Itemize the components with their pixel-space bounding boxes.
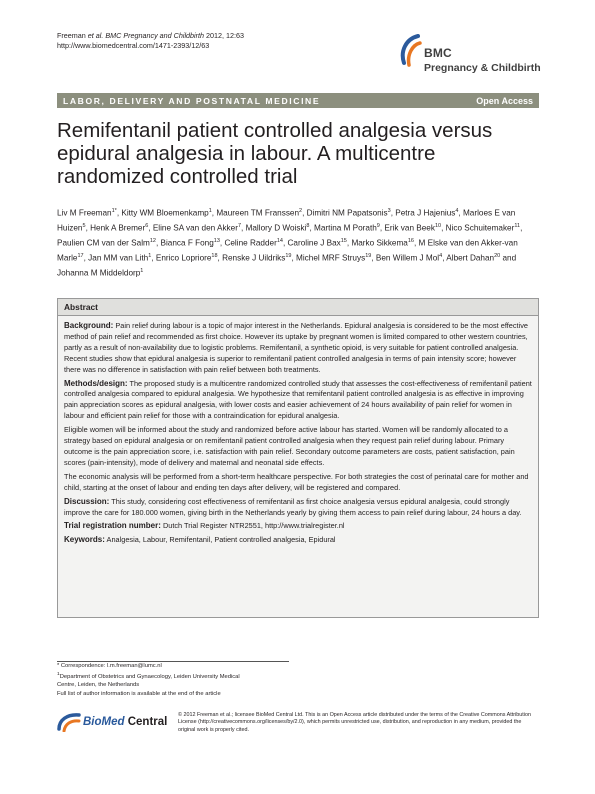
- section-banner: [57, 93, 539, 108]
- logo-journal-text: Pregnancy & Childbirth: [424, 62, 541, 74]
- author-affiliation-sup: 16: [407, 237, 414, 244]
- abstract-body: [58, 316, 538, 546]
- author-affiliation-sup: 1: [148, 252, 152, 259]
- biomed-central-text: [83, 716, 167, 728]
- section-label: LABOR, DELIVERY AND POSTNATAL MEDICINE: [63, 95, 321, 106]
- abstract-section-text: Eligible women will be informed about the study and randomized before active labour has started. Women will be randomly allocated to a strategy based on epidural analgesia or on remifentanil patient controlled analgesia when they request pain relief during labour. Primary outcome is the pain appreciation score, i.e. satisfaction with pain relief. Secondary outcome parameters are costs, patient satisfaction, pain scores (pain-intensity), mode of delivery and maternal and neonatal side effects.: [64, 425, 515, 467]
- biomed-central-logo: [57, 712, 172, 734]
- correspondence-note[interactable]: * Correspondence: l.m.freeman@lumc.nl: [57, 663, 162, 669]
- author-name: Marko Sikkema: [351, 238, 408, 248]
- citation-volume: 2012, 12:63: [204, 31, 244, 40]
- abstract-section-label: Methods/design:: [64, 378, 128, 388]
- author-affiliation-sup: 7: [237, 222, 241, 229]
- abstract-section-text: The economic analysis will be performed from a short-term healthcare perspective. For both strategies the cost of perinatal care for mother and child, starting at the onset of labour and ending ten days after delivery, will be registered and compared.: [64, 471, 529, 492]
- author-name: Renske J Uildriks: [222, 253, 286, 263]
- author-affiliation-sup: 3: [387, 208, 391, 214]
- bmc-swirl-icon: [400, 33, 422, 67]
- citation-journal: et al. BMC Pregnancy and Childbirth: [87, 31, 205, 40]
- citation-line: [57, 31, 244, 41]
- logo-bmc-text: BMC: [424, 46, 452, 60]
- abstract-paragraph: [64, 321, 532, 376]
- author-name: Ben Willem J Mol: [375, 253, 440, 263]
- abstract-paragraph: [64, 521, 532, 532]
- author-affiliation-sup: 10: [434, 222, 442, 229]
- author-name: Dimitri NM Papatsonis: [306, 208, 388, 218]
- author-name: Martina M Porath: [314, 223, 377, 233]
- abstract-section-text: Pain relief during labour is a topic of major interest in the Netherlands. Epidural analgesia is considered to be the most effective method of pain relief and recommended as first choice. However its uptake by pregnant women is limited compared to other western countries, partly as a result of non-availability due to logistic problems. Remifentanil, a synthetic opioid, is very suitable for patient controlled analgesia. Recent studies show that epidural analgesia is superior to remifentanil patient controlled analgesia in terms of pain intensity score; however there was no difference in satisfaction with pain relief between both treatments.: [64, 321, 528, 374]
- abstract-section-text: The proposed study is a multicentre randomized controlled study that assesses the cost-effectiveness of remifentanil patient controlled analgesia compared to epidural analgesia. We hypothesize that remifentanil patient controlled analgesia is as effective in improving pain appreciation scores as epidural analgesia, with lower costs and easier achievement of 24 hours availability of pain relief for women in labour and efficient pain relief for those with a contraindication for epidural analgesia.: [64, 378, 532, 421]
- author-name: Petra J Hajenius: [395, 208, 456, 218]
- author-list: Liv M Freeman$^{1*}$, Kitty WM Bloemenkamp$^1$, Maureen TM Franssen$^2$, Dimitri NM Papatsonis$^3$, Petra J Hajenius$^4$, Marloes E van Huizen$^5$, Henk A Bremer$^6$, Eline SA van den Akker$^7$, Mallory D Woiski$^8$, Martina M Porath$^9$, Erik van Beek$^{10}$, Nico Schuitemaker$^{11}$, Paulien CM van der Salm$^{12}$, Bianca F Fong$^{13}$, Celine Radder$^{14}$, Caroline J Bax$^{15}$, Marko Sikkema$^{16}$, M Elske van den Akker-van Marle$^{17}$, Jan MM van Lith$^1$, Enrico Lopriore$^{18}$, Renske J Uildriks$^{19}$, Michel MRF Struys$^{19}$, Ben Willem J Mol$^4$, Albert Dahan$^{20}$ and Johanna M Middeldorp$^1$: [57, 208, 523, 278]
- author-affiliation-sup: 13: [213, 237, 220, 244]
- author-name: Henk A Bremer: [90, 223, 146, 233]
- author-name: Paulien CM van der Salm: [57, 238, 150, 248]
- author-name: Kitty WM Bloemenkamp: [121, 208, 209, 218]
- abstract-paragraph: [64, 497, 532, 519]
- author-affiliation-sup: 19: [285, 252, 292, 259]
- author-affiliation-sup: 4: [439, 252, 443, 259]
- author-name: Maureen TM Franssen: [216, 208, 300, 218]
- abstract-section-label: Trial registration number:: [64, 521, 161, 531]
- abstract-paragraph: [64, 472, 532, 494]
- author-name: Liv M Freeman: [57, 208, 112, 218]
- open-access-badge: Open Access: [476, 95, 533, 106]
- author-affiliation-sup: 5: [82, 222, 86, 229]
- author-name: Johanna M Middeldorp: [57, 268, 141, 278]
- article-url[interactable]: http://www.biomedcentral.com/1471-2393/12/63: [57, 41, 210, 50]
- affiliation-note: [57, 671, 307, 682]
- abstract-paragraph: [64, 425, 532, 469]
- author-affiliation-sup: 11: [514, 222, 521, 229]
- author-affiliation-sup: 12: [149, 237, 156, 244]
- author-name: Bianca F Fong: [160, 238, 214, 248]
- author-affiliation-sup: 15: [340, 237, 347, 244]
- abstract-section-text: Analgesia, Labour, Remifentanil, Patient controlled analgesia, Epidural: [104, 535, 336, 545]
- author-name: Mallory D Woiski: [245, 223, 307, 233]
- affiliation-sup: 1: [57, 671, 60, 677]
- citation-authors: Freeman: [57, 31, 88, 40]
- author-affiliation-sup: 1: [208, 208, 212, 214]
- author-affiliation-sup: 9: [376, 222, 380, 229]
- full-list-note: Full list of author information is available at the end of the article: [57, 690, 221, 697]
- abstract-section-label: Discussion:: [64, 496, 110, 506]
- author-affiliation-sup: 1: [140, 267, 144, 274]
- citation-header: [57, 31, 244, 51]
- author-name: Nico Schuitemaker: [445, 223, 515, 233]
- author-affiliation-sup: 4: [455, 208, 459, 214]
- author-name: Erik van Beek: [384, 223, 435, 233]
- article-title: Remifentanil patient controlled analgesia versus epidural analgesia in labour. A multicentre randomized controlled trial: [57, 119, 493, 188]
- abstract-box: [57, 298, 539, 618]
- logo-biomed: BioMed: [83, 716, 125, 728]
- author-affiliation-sup: 19: [365, 252, 372, 259]
- logo-central: Central: [124, 716, 168, 728]
- author-affiliation-sup: 6: [145, 222, 149, 229]
- author-affiliation-sup: 14: [276, 237, 283, 244]
- author-affiliation-sup: 17: [77, 252, 84, 259]
- abstract-section-label: Keywords:: [64, 535, 105, 545]
- author-affiliation-sup: 1*: [111, 208, 117, 214]
- author-name: Eline SA van den Akker: [152, 223, 238, 233]
- author-name: Caroline J Bax: [287, 238, 341, 248]
- footnotes: [57, 662, 307, 698]
- affiliation-line-1: Department of Obstetrics and Gynaecology, Leiden University Medical: [59, 673, 240, 680]
- author-affiliation-sup: 20: [494, 252, 501, 259]
- author-affiliation-sup: 8: [306, 222, 310, 229]
- author-name: Marloes E van Huizen: [57, 208, 516, 233]
- abstract-heading: Abstract: [58, 299, 538, 316]
- author-name: Albert Dahan: [446, 253, 495, 263]
- abstract-paragraph: [64, 379, 532, 423]
- author-name: Jan MM van Lith: [88, 253, 149, 263]
- abstract-section-text: This study, considering cost effectiveness of remifentanil as first choice analgesia versus epidural analgesia, could strongly improve the care for 180.000 women, giving birth in the Netherlands yearly by giving them access to pain relief during labour, 24 hours a day.: [64, 496, 522, 517]
- author-affiliation-sup: 2: [299, 208, 303, 214]
- author-affiliation-sup: 18: [211, 252, 218, 259]
- abstract-paragraph: [64, 535, 532, 546]
- author-name: Enrico Lopriore: [155, 253, 212, 263]
- abstract-section-text: Dutch Trial Register NTR2551, http://www.trialregister.nl: [160, 521, 345, 531]
- license-text: © 2012 Freeman et al.; licensee BioMed Central Ltd. This is an Open Access article distributed under the terms of the Creative Commons Attribution License (http://creativecommons.org/licenses/by/2.0), which permits unrestricted use, distribution, and reproduction in any medium, provided the original work is properly cited.: [178, 712, 531, 733]
- journal-logo: [400, 33, 550, 85]
- biomed-central-swirl-icon: [57, 712, 81, 732]
- author-name: Michel MRF Struys: [296, 253, 366, 263]
- author-name: Celine Radder: [224, 238, 277, 248]
- affiliation-line-2: Centre, Leiden, the Netherlands: [57, 682, 140, 689]
- abstract-section-label: Background:: [64, 321, 114, 330]
- author-name: M Elske van den Akker-van Marle: [57, 238, 518, 263]
